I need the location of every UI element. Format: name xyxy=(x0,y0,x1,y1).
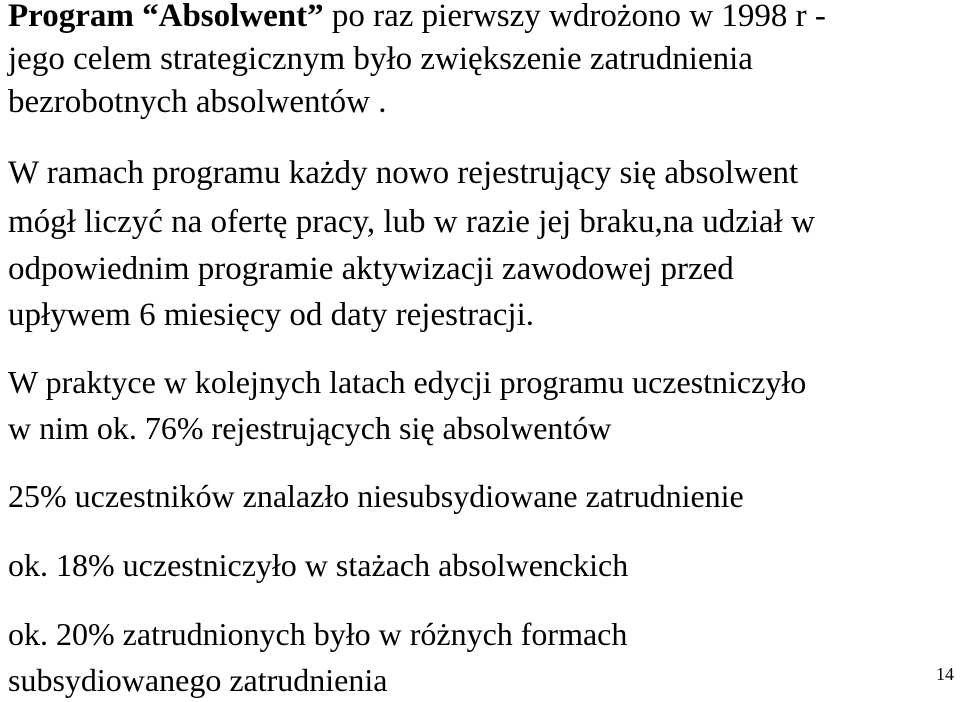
stat-internships: ok. 18% uczestniczyło w stażach absolwenckich xyxy=(8,547,629,583)
description-line-2: mógł liczyć na ofertę pracy, lub w razie jej braku,na udział w xyxy=(8,204,815,240)
intro-line-1 xyxy=(8,0,826,33)
page-number: 14 xyxy=(936,664,954,684)
stat-unsubsidised-employment: 25% uczestników znalazło niesubsydiowane zatrudnienie xyxy=(8,478,744,514)
stat-subsidised-line-1: ok. 20% zatrudnionych było w różnych formach xyxy=(8,616,628,652)
intro-line-3: bezrobotnych absolwentów . xyxy=(8,84,387,120)
stat-subsidised-line-2: subsydiowanego zatrudnienia xyxy=(8,662,388,698)
description-line-4: upływem 6 miesięcy od daty rejestracji. xyxy=(8,297,535,333)
program-name: “Absolwent” xyxy=(142,0,324,34)
intro-line-2: jego celem strategicznym było zwiększenie zatrudnienia xyxy=(8,41,753,77)
description-line-3: odpowiednim programie aktywizacji zawodowej przed xyxy=(8,251,734,287)
intro-line-1-rest: po raz pierwszy wdrożono w 1998 r - xyxy=(323,0,826,34)
practice-line-2: w nim ok. 76% rejestrujących się absolwentów xyxy=(8,410,612,446)
description-line-1: W ramach programu każdy nowo rejestrujący się absolwent xyxy=(8,155,799,191)
program-label: Program xyxy=(8,0,134,34)
practice-line-1: W praktyce w kolejnych latach edycji programu uczestniczyło xyxy=(8,364,807,400)
